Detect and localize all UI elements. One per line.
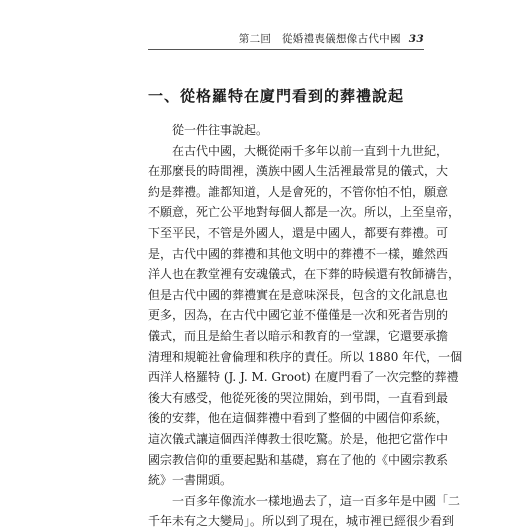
body-line: 後大有感受，他從死後的哭泣開始，到弔問，一直看到最	[148, 390, 449, 405]
section-title: 一、從格羅特在廈門看到的葬禮說起	[148, 87, 405, 105]
body-line: 千年未有之大變局」。所以到了現在，城市裡已經很少看到	[148, 514, 455, 529]
body-line: 但是古代中國的葬禮實在是意味深長，包含的文化訊息也	[148, 287, 449, 302]
chapter-title: 第二回 從婚禮喪儀想像古代中國	[238, 33, 401, 45]
body-line: 這次儀式讓這個西洋傳教士很吃驚。於是，他把它當作中	[148, 431, 449, 446]
body-line: 在那麼長的時間裡，漢族中國人生活裡最常見的儀式，大	[148, 164, 449, 179]
body-line: 清理和規範社會倫理和秩序的責任。所以 1880 年代，一個	[148, 349, 463, 364]
body-line: 下至平民，不管是外國人，還是中國人，都要有葬禮。可	[148, 225, 449, 240]
body-line: 儀式，而且是給生者以暗示和教育的一堂課，它還要承擔	[148, 328, 449, 343]
header-rule	[148, 49, 424, 50]
body-line: 不願意，死亡公平地對每個人都是一次。所以，上至皇帝，	[148, 205, 461, 220]
body-line: 國宗教信仰的重要起點和基礎，寫在了他的《中國宗教系	[148, 452, 449, 467]
body-text	[148, 120, 463, 532]
body-line: 洋人也在教堂裡有安魂儀式，在下葬的時候還有牧師禱告，	[148, 267, 461, 282]
body-line: 從一件往事說起。	[172, 123, 269, 137]
body-line: 是，古代中國的葬禮和其他文明中的葬禮不一樣，雖然西	[148, 246, 449, 261]
body-line: 一百多年像流水一樣地過去了，這一百多年是中國「二	[172, 493, 461, 508]
body-line: 統》一書開頭。	[148, 473, 233, 488]
page-number: 33	[408, 33, 424, 45]
body-line: 更多，因為，在古代中國它並不僅僅是一次和死者告別的	[148, 308, 449, 323]
body-line: 西洋人格羅特 (J. J. M. Groot) 在廈門看了一次完整的葬禮	[148, 370, 459, 385]
body-line: 後的安葬，他在這個葬禮中看到了整個的中國信仰系統，	[148, 411, 449, 426]
body-line: 約是葬禮。誰都知道，人是會死的，不管你怕不怕，願意	[148, 184, 449, 199]
running-header	[239, 31, 424, 46]
body-line: 在古代中國，大概從兩千多年以前一直到十九世紀，	[172, 143, 449, 158]
